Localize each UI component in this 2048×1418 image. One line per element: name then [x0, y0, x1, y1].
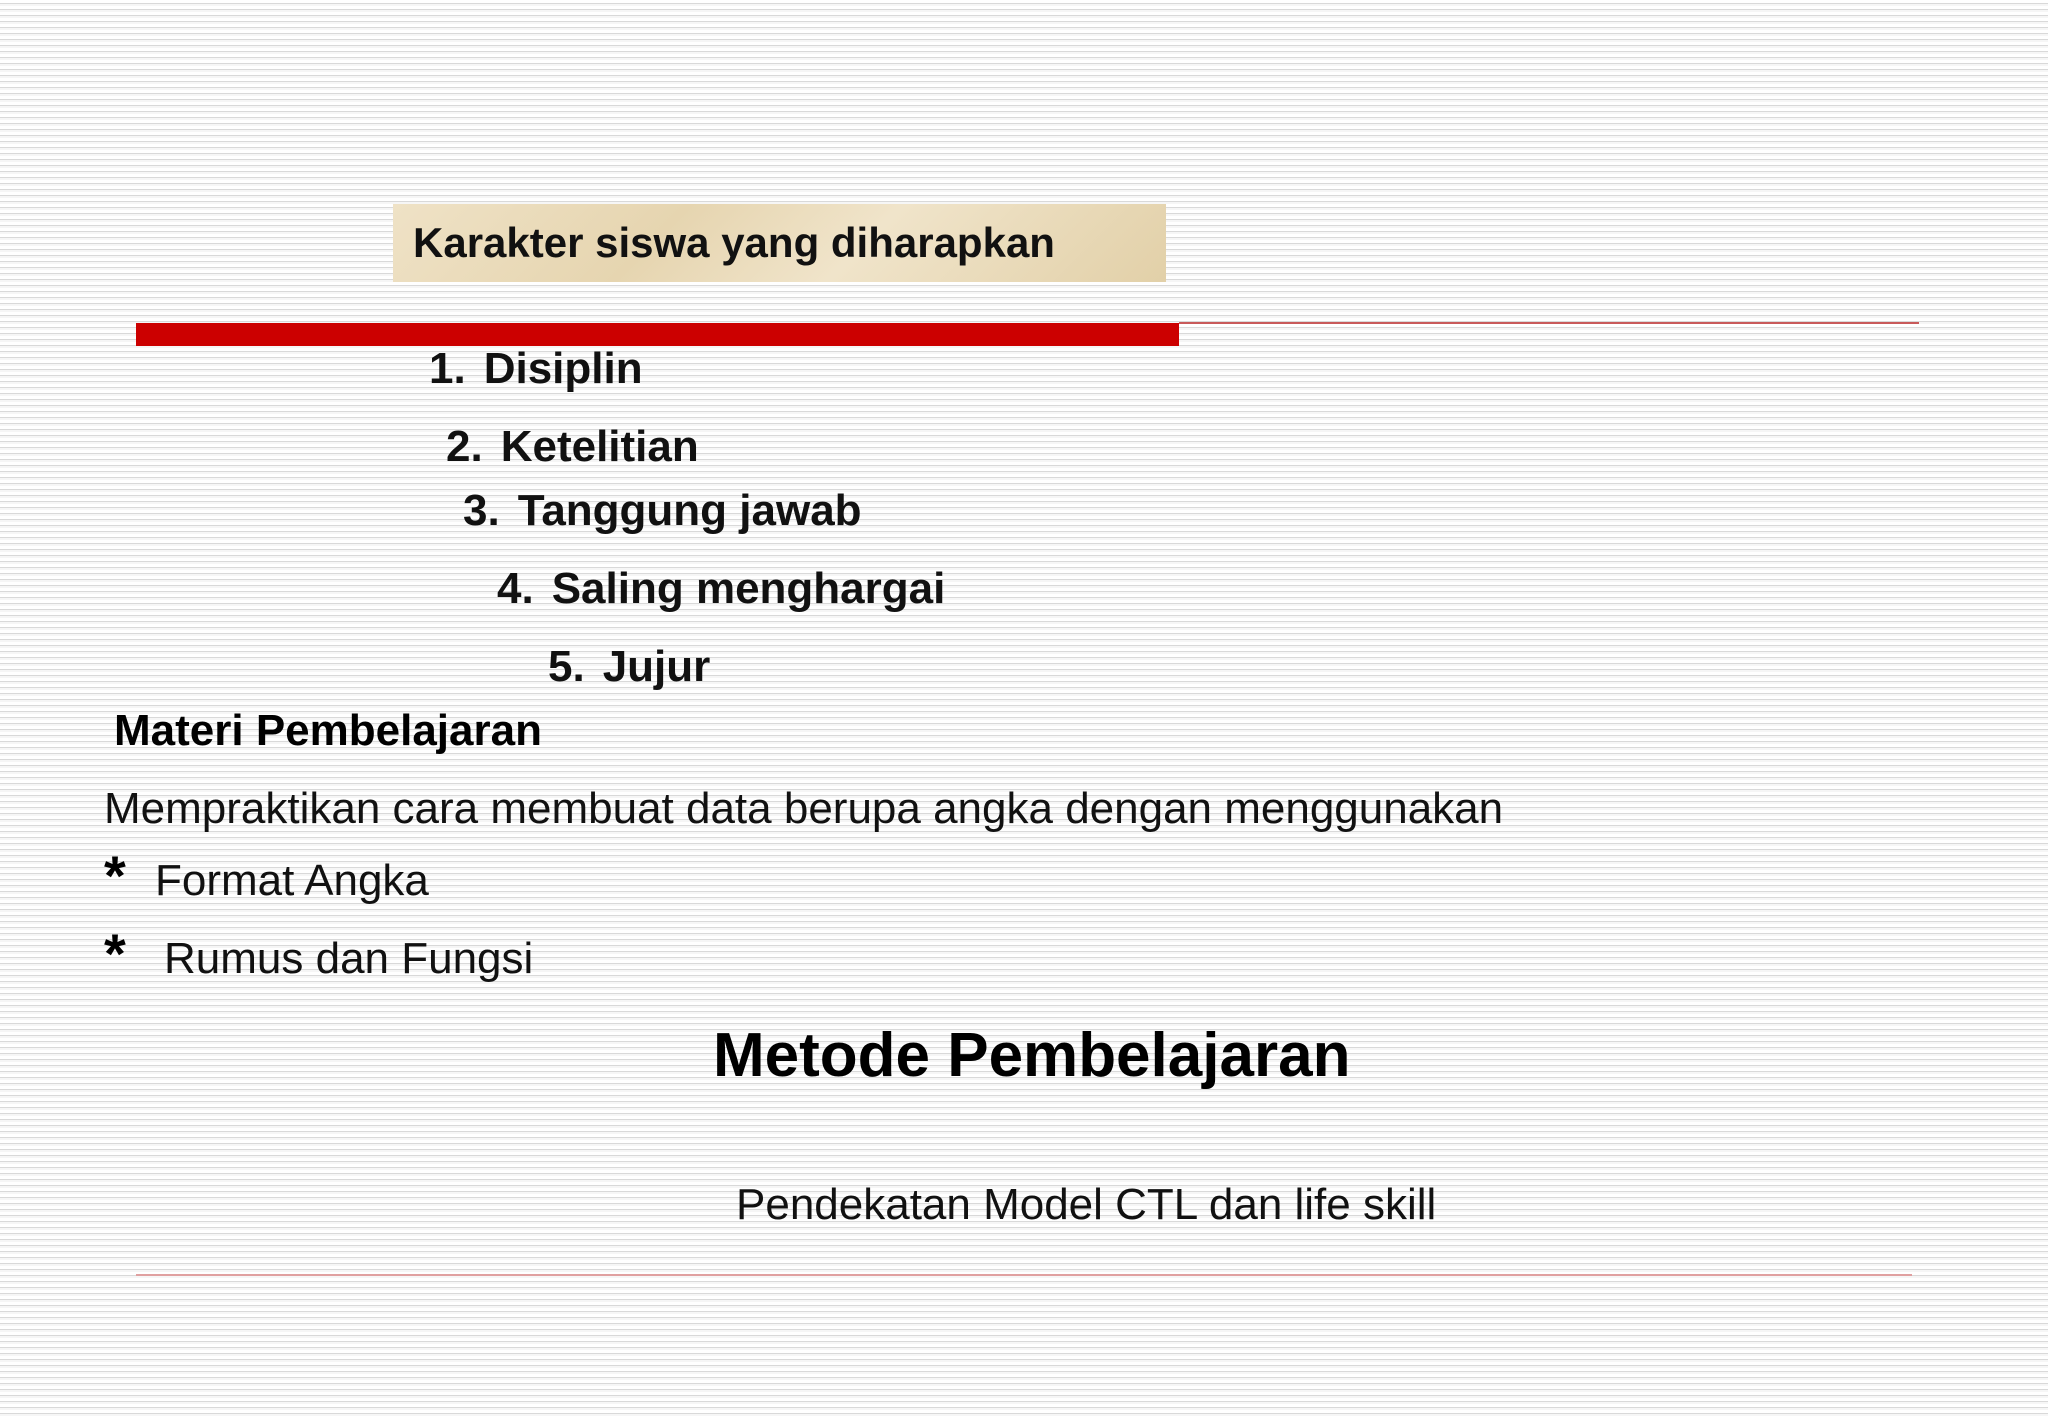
list-item-number: 2.: [446, 422, 483, 471]
slide-title: Karakter siswa yang diharapkan: [413, 219, 1055, 266]
bottom-divider-line: [136, 1274, 1912, 1276]
list-item-number: 4.: [497, 564, 534, 613]
list-item-label: Ketelitian: [500, 422, 699, 471]
list-item-label: Saling menghargai: [551, 564, 946, 613]
list-item-number: 5.: [548, 642, 585, 691]
list-item: [497, 564, 945, 614]
list-item: [548, 642, 710, 692]
list-item: [429, 344, 643, 394]
materi-item: Rumus dan Fungsi: [164, 934, 534, 983]
list-item-label: Tanggung jawab: [517, 486, 862, 535]
list-item-label: Jujur: [602, 642, 711, 691]
asterisk-bullet-icon: *: [104, 922, 126, 985]
list-item-number: 3.: [463, 486, 500, 535]
top-divider-line: [1179, 322, 1919, 324]
red-accent-bar: [136, 323, 1179, 346]
asterisk-bullet-icon: *: [104, 844, 126, 907]
title-box: [393, 204, 1166, 282]
materi-intro: Mempraktikan cara membuat data berupa angka dengan menggunakan: [104, 784, 1504, 833]
materi-item: Format Angka: [155, 856, 429, 905]
metode-heading: Metode Pembelajaran: [713, 1021, 1351, 1090]
materi-heading: Materi Pembelajaran: [114, 706, 542, 755]
list-item: [446, 422, 699, 472]
list-item: [463, 486, 862, 536]
list-item-number: 1.: [429, 344, 466, 393]
metode-text: Pendekatan Model CTL dan life skill: [736, 1180, 1437, 1229]
list-item-label: Disiplin: [483, 344, 643, 393]
